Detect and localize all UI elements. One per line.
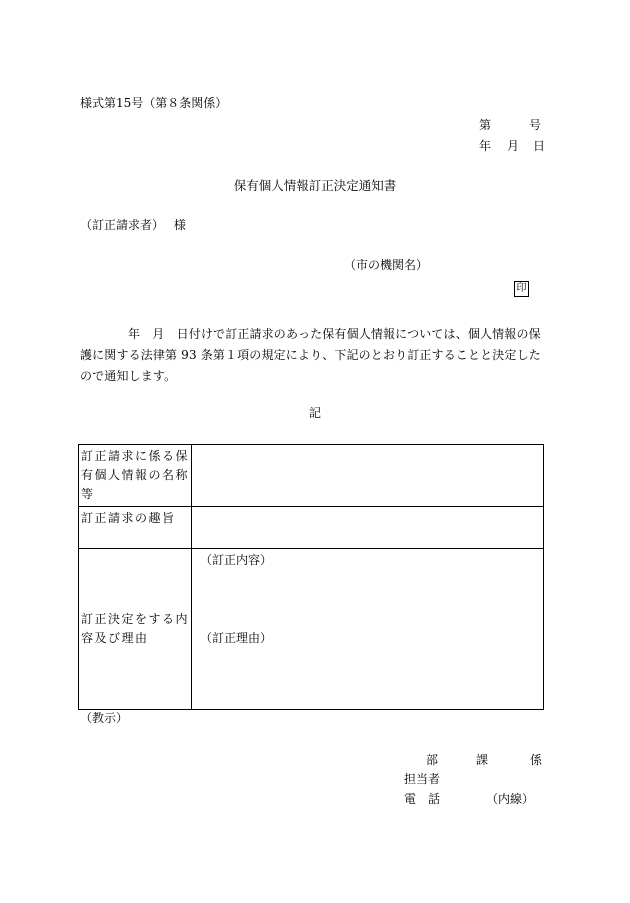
correction-reason-label: （訂正理由） — [200, 631, 273, 645]
row2-value — [192, 507, 544, 549]
staff-label: 担当者 — [404, 772, 441, 786]
date-month: 月 — [507, 139, 520, 153]
organization-name: （市の機関名） — [344, 258, 429, 272]
row2-label: 訂正請求の趣旨 — [79, 507, 192, 549]
contact-phone — [404, 791, 534, 807]
ki-heading: 記 — [308, 406, 321, 420]
section-label: 課 — [476, 753, 489, 767]
document-number-suffix: 号 — [528, 118, 541, 132]
row3-value — [192, 549, 544, 710]
date-day: 日 — [533, 139, 546, 153]
table-row — [79, 549, 544, 710]
row1-label: 訂正請求に係る保有個人情報の名称等 — [79, 445, 192, 507]
body-text: 年 月 日付けで訂正請求のあった保有個人情報については、個人情報の保護に関する法律第 93 条第１項の規定により、下記のとおり訂正することと決定したので通知します。 — [80, 327, 541, 383]
document-title: 保有個人情報訂正決定通知書 — [233, 178, 397, 193]
seal-mark: 印 — [514, 281, 529, 297]
extension-label: （内線） — [486, 792, 535, 806]
form-number: 様式第15号（第８条関係） — [80, 96, 228, 110]
details-table — [78, 444, 544, 710]
date-year: 年 — [479, 139, 492, 153]
correction-content-label: （訂正内容） — [200, 553, 273, 567]
table-row — [79, 445, 544, 507]
notice-label: （教示） — [80, 711, 129, 725]
addressee: （訂正請求者） 様 — [80, 218, 186, 232]
table-row — [79, 507, 544, 549]
document-number — [479, 117, 541, 133]
notice-body — [80, 324, 544, 387]
department-label: 部 — [426, 753, 439, 767]
unit-label: 係 — [529, 753, 542, 767]
document-number-label: 第 — [479, 118, 492, 132]
row3-label: 訂正決定をする内容及び理由 — [79, 549, 192, 710]
row1-value — [192, 445, 544, 507]
phone-label: 電 話 — [404, 792, 441, 806]
issue-date — [479, 138, 545, 154]
